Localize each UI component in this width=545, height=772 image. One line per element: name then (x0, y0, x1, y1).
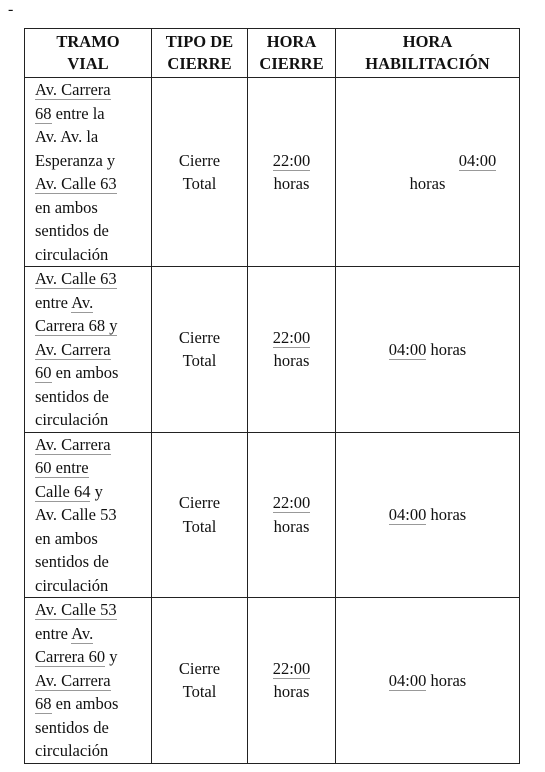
header-hora-habilitacion: HORA HABILITACIÓN (336, 29, 520, 78)
tipo-cierre-cell: Cierre Total (152, 432, 248, 598)
tramo-vial-cell: Av. Carrera 68 entre la Av. Av. la Esperanza y Av. Calle 63 en ambos sentidos de circulación (25, 78, 152, 267)
tramo-vial-cell: Av. Carrera 60 entre Calle 64 y Av. Calle 53 en ambos sentidos de circulación (25, 432, 152, 598)
table-row (25, 432, 520, 598)
header-tipo-de-cierre: TIPO DE CIERRE (152, 29, 248, 78)
hora-cierre-cell: 22:00 horas (248, 432, 336, 598)
tipo-cierre-cell: Cierre Total (152, 267, 248, 433)
hora-cierre-cell: 22:00 horas (248, 267, 336, 433)
hora-habilitacion-cell: 04:00 horas (336, 78, 520, 267)
road-closure-table (24, 28, 520, 764)
tramo-vial-cell: Av. Calle 53 entre Av. Carrera 60 y Av. Carrera 68 en ambos sentidos de circulación (25, 598, 152, 764)
table-row (25, 78, 520, 267)
tipo-cierre-cell: Cierre Total (152, 598, 248, 764)
tramo-vial-cell: Av. Calle 63 entre Av. Carrera 68 y Av. Carrera 60 en ambos sentidos de circulación (25, 267, 152, 433)
header-hora-cierre: HORA CIERRE (248, 29, 336, 78)
hora-cierre-cell: 22:00 horas (248, 78, 336, 267)
tipo-cierre-cell: Cierre Total (152, 78, 248, 267)
leading-dash: - (8, 1, 14, 18)
hora-habilitacion-cell: 04:00 horas (336, 267, 520, 433)
table-row (25, 598, 520, 764)
header-row (25, 29, 520, 78)
table-row (25, 267, 520, 433)
hora-habilitacion-cell: 04:00 horas (336, 432, 520, 598)
header-tramo-vial: TRAMO VIAL (25, 29, 152, 78)
hora-cierre-cell: 22:00 horas (248, 598, 336, 764)
hora-habilitacion-cell: 04:00 horas (336, 598, 520, 764)
